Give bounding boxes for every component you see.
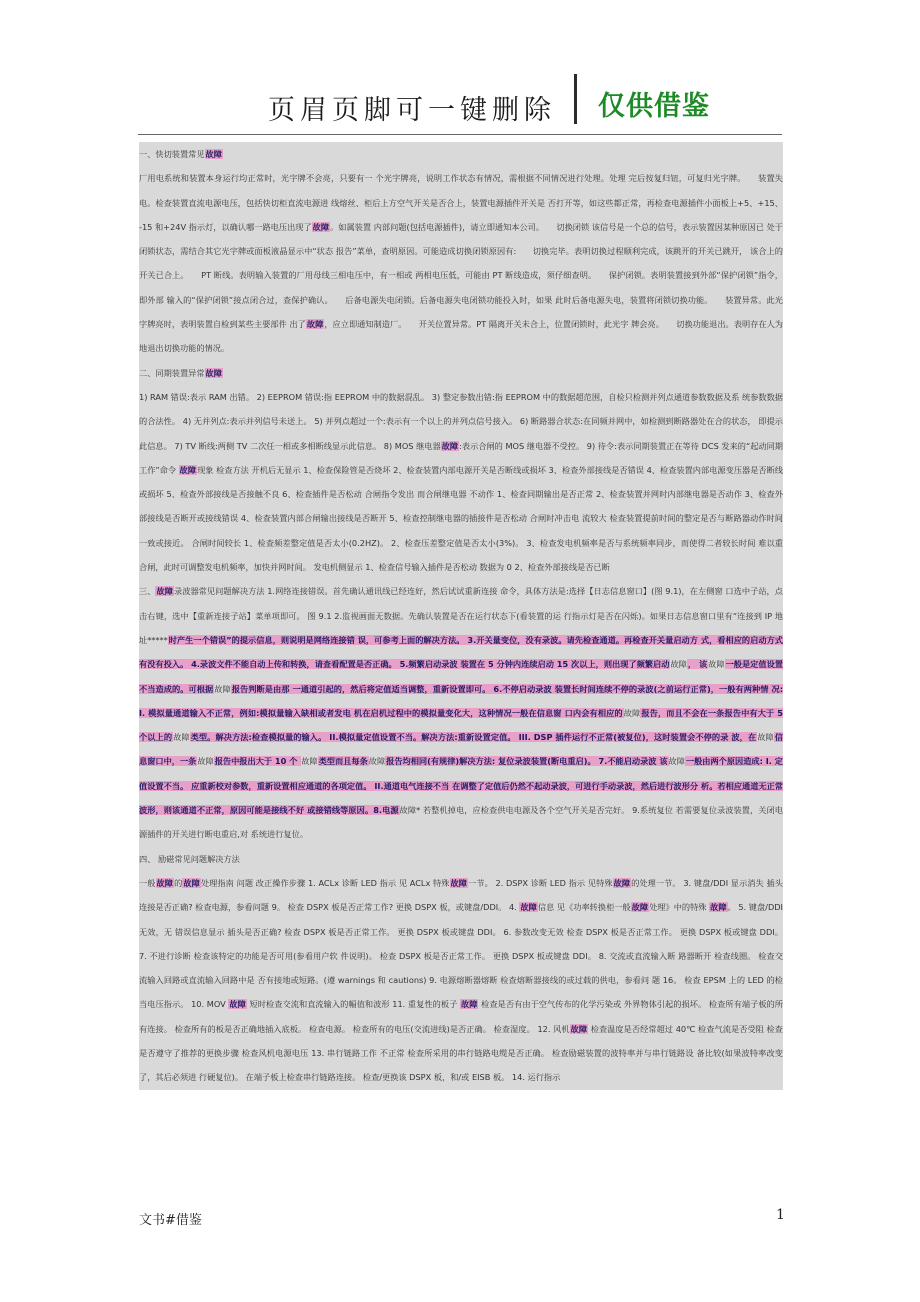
highlighted-keyword: 报告均相同(有规律)解决方法: 复位录波装置(断电重启)。 7.不能启动录波 该 [386, 756, 668, 767]
highlighted-keyword: 故障 [156, 586, 173, 597]
header-left-text: 页眉页脚可一键删除 [268, 95, 556, 126]
section-heading-1: 一、快切装置常见故障 [139, 149, 222, 159]
section-heading-2: 二、同期装置异常故障 [139, 367, 222, 378]
highlighted-keyword: 故障 [179, 464, 197, 475]
highlighted-keyword: 报告，而且不会在一条报告中有大于 5 个以上的 [139, 707, 783, 743]
highlighted-keyword: 故障 [450, 877, 468, 888]
highlighted-keyword: 一般是定值设置不当造成的。可根据 [139, 659, 783, 694]
page-number: 1 [776, 1207, 785, 1223]
highlighted-keyword: 故障 [520, 902, 537, 913]
highlighted-keyword: 故障 [156, 877, 174, 888]
highlighted-keyword: 类型而且每条 [318, 756, 368, 767]
footer-text: 文书#借鉴 [139, 1213, 202, 1228]
section-paragraph-1: 厂用电系统和装置本身运行均正常时，光字牌不会亮，只要有一 个光字牌亮，说明工作状态有情况，需根据不同情况进行处理。处理 完后按复归钮，可复归光字牌。 装置失电。检查装置直流电源电压，包括快切柜直流电源进 线熔丝、柜后上方空气开关是否合上，装置电源插件开关是 否打开等，如这些都正常，再检查电源插件小面板上+5、+15、 -15 和+24V 指示灯，以确认哪一路电压出现了故障。如属装置 内部问题(包括电源插件)，请立即通知本公司。 切换闭锁 该信号是一个总的信号，表示装置因某种原因已 处于闭锁状态，需结合其它光字牌或面板液晶显示中“状态 报告”菜单，查明原因。可能造成切换闭锁原因有: 切换完毕。表明切换过程顺利完成，该跳开的开关已跳开， 该合上的开关已合上。 PT 断线。表明输入装置的厂用母线三相电压中，有一相或 两相电压低，可能由 PT 断线造成，须仔细查明。 保护闭锁。表明装置接到外部“保护闭锁”指令，即外部 输入的“保护闭锁”接点闭合过，查保护确认。 后备电源失电闭锁。后备电源失电闭锁功能投入时，如果 此时后备电源失电，装置将闭锁切换功能。 装置异常。此光字牌亮时，表明装置自检到某些主要部件 出了故障，应立即通知制造厂。 开关位置异常。PT 隔离开关未合上，位置闭锁时，此光字 牌会亮。 切换功能退出。表明存在人为地退出切换功能的情况。 [139, 173, 783, 354]
page-header [0, 0, 920, 140]
highlighted-keyword: 时产生一个错误”的提示信息，则说明是网络连接错 误，可参考上面的解决方法。 3.开关量变位，没有录波。请先检查通道。再检查开关量启动方 式，看相应的启动方式有没有投入。 4.录波文件不能自动上传和转换，请查看配置是否正确。 5.频繁启动录波 装置在 5 分钟内连续启动 15 次以上，则出现了频繁启动 [139, 634, 783, 670]
section-paragraph-3: 三、故障录波器常见问题解决方法 1.网络连接错误。首先确认通讯线已经连好，然后试试重新连接 命令，具体方法是:选择【日志信息窗口】(图 9.1)，在左侧窗 口选中子站，点击右键，选中【重新连接子站】菜单项即可。 图 9.1 2.监视画面无数据。先确认装置是否在运行状态下(看装置的运 行指示灯是否在闪烁)。如果日志信息窗口里有“连接到 IP 地 址*****时产生一个错误”的提示信息，则说明是网络连接错 误，可参考上面的解决方法。 3.开关量变位，没有录波。请先检查通道。再检查开关量启动方 式，看相应的启动方式有没有投入。 4.录波文件不能自动上传和转换，请查看配置是否正确。 5.频繁启动录波 装置在 5 分钟内连续启动 15 次以上，则出现了频繁启动故障， 该故障一般是定值设置不当造成的。可根据故障报告判断是由那 一通道引起的，然后将定值适当调整，重新设置即可。 6.不停启动录波 装置长时间连续不停的录波(之前运行正常)，一般有两种情 况: I. 模拟量通道输入不正常，例如:模拟量输入缺相或者发电 机在启机过程中的模拟量变化大，这种情况一般在信息窗 口内会有相应的故障报告，而且不会在一条报告中有大于 5 个以上的故障类型。解决方法:检查模拟量的输入。 II.模拟量定值设置不当。解决方法:重新设置定值。 III. DSP 插件运行不正常(被复位)，这时装置会不停的录 波，在故障信息窗口中，一条故障报告中报出大于 10 个 故障类型而且每条故障报告均相同(有规律)解决方法: 复位录波装置(断电重启)。 7.不能启动录波 该故障一般由两个原因造成: I. 定值设置不当。 应重新校对参数，重新设置相应通道的各项定值。 II.通道电气连接不当 在调整了定值后仍然不起动录波，可进行手动录波，然后进行波形分 析。若相应通道无正常波形，则该通道不正常，原因可能是接线不好 或接错线等原因。8.电源故障* 若整机掉电，应检查供电电源及各个空气开关是否完好。 9.系统复位 若需要复位录波装置，关闭电源插件的开关进行断电重启,对 系统进行复位。 [139, 586, 783, 840]
highlighted-keyword: 故障 [306, 319, 324, 330]
header-separator [574, 74, 577, 124]
highlighted-keyword: 故障 [613, 877, 631, 888]
highlighted-keyword: 故障 [710, 902, 727, 913]
highlighted-keyword: 故障 [570, 1023, 588, 1034]
highlighted-keyword: 一般由两个原因造成: I. 定值设置不当。 应重新校对参数，重新设置相应通道的各项定值。 II.通道电气连接不当 在调整了定值后仍然不起动录波，可进行手动录波，然后进行波形分 析。若相应通道无正常波形，则该通道不正常，原因可能是接线不好 或接错线等原因。8.电源 [139, 756, 783, 816]
highlighted-keyword: 故障 [183, 877, 200, 888]
document-body [139, 142, 783, 1182]
highlighted-keyword: 故障 [461, 999, 478, 1010]
highlighted-keyword: 故障 [631, 902, 649, 913]
highlighted-keyword: 故障 [229, 999, 246, 1010]
highlighted-keyword: 报告判断是由那 一通道引起的，然后将定值适当调整，重新设置即可。 6.不停启动录波 装置长时间连续不停的录波(之前运行正常)，一般有两种情 况: I. 模拟量通道输入不正常，例如:模拟量输入缺相或者发电 机在启机过程中的模拟量变化大，这种情况一般在信息窗 口内会有相应的 [139, 683, 783, 718]
highlighted-keyword: 类型。解决方法:检查模拟量的输入。 II.模拟量定值设置不当。解决方法:重新设置定值。 III. DSP 插件运行不正常(被复位)，这时装置会不停的录 波，在 [190, 732, 757, 743]
highlighted-keyword: 故障 [205, 149, 222, 159]
highlighted-keyword: 故障 [441, 440, 459, 451]
highlighted-keyword: 故障 [205, 367, 222, 378]
highlighted-keyword: 信息窗口中，一条 [139, 732, 783, 767]
header-right-text: 仅供借鉴 [598, 91, 710, 122]
section-heading-4: 四、 励磁常见问题解决方法 [139, 853, 240, 864]
highlighted-keyword: 报告中报出大于 10 个 [214, 756, 301, 767]
highlighted-keyword: ， 该 [687, 659, 708, 670]
text-block [139, 142, 783, 1090]
header-rule [138, 134, 782, 135]
section-paragraph-4: 一般故障的故障处理指南 问题 改正操作步骤 1. ACLx 诊断 LED 指示 见 ACLx 特殊故障一节。 2. DSPX 诊断 LED 指示 见特殊故障的处理一节。 3. 键盘/DDI 显示消失 插头连接是否正确? 检查电源，参看问题 9。 检查 DSPX 板是否正常工作? 更换 DSPX 板，或键盘/DDI。 4. 故障信息 见《功率转换柜一般故障处理》中的特殊 故障。 5. 键盘/DDI 无效，无 错误信息显示 插头是否正确? 检查 DSPX 板是否正常工作。 更换 DSPX 板或键盘 DDI。 6. 参数改变无效 检查 DSPX 板是否正常工作。 更换 DSPX 板或键盘 DDI。 7. 不进行诊断 检查该特定的功能是否可用(参看用户软 件说明)。 检查 DSPX 板是否正常工作。 更换 DSPX 板或键盘 DDI。 8. 交流或直流输入断 路器断开 检查线圈。 检查交流输入回路或直流输入回路中是 否有接地或短路。(遵 warnings 和 cautions) 9. 电源熔断器熔断 检查熔断器接线的或过载的供电，参看问 题 16。 检查 EPSM 上的 LED 的检当电压指示。 10. MOV 故障 短时检查交流和直流输入的幅值和波形 11. 重复性的板子 故障 检查是否有由于空气传布的化学污染或 外界物体引起的损坏。 检查所有端子板的所有连接。 检查所有的板是否正确地插入底板。 检查电源。 检查所有的电压(交流进线)是否正确。 检查湿度。 12. 风机故障 检查温度是否经常超过 40℃ 检查气流是否受阻 检查是否遵守了推荐的更换步骤 检查风机电源电压 13. 串行链路工作 不正常 检查所采用的串行链路电缆是否正确。 检查励磁装置的波特率并与串行链路设 备比较(如果波特率改变了，其后必须进 行硬复位)。 在端子板上检查串行链路连接。 检查/更换该 DSPX 板，和/或 EISB 板。 14. 运行指示 [139, 877, 783, 1083]
highlighted-keyword: 故障 [312, 221, 330, 232]
section-paragraph-2: 1) RAM 错误:表示 RAM 出错。 2) EEPROM 错误:指 EEPROM 中的数据混乱。 3) 整定参数出错:指 EEPROM 中的数据超范围，自检只检测并列点通道参数数据及系 统参数数据的合法性。 4) 无并列点:表示并列信号未送上。 5) 并列点超过一个:表示有一个以上的并列点信号接入。 6) 断路器合状态:在同频并网中，如检测到断路器处在合的状态， 即提示此信息。 7) TV 断线:两侧 TV 二次任一相或多相断线显示此信息。 8) MOS 继电器故障:表示合闸的 MOS 继电器不受控。 9) 待令:表示同期装置正在等待 DCS 发来的“起动同期工作”命令 故障现象 检查方法 开机后无显示 1、检查保险管是否烧坏 2、检查装置内部电源开关是否断线或损坏 3、检查外部接线是否错误 4、检查装置内部电源变压器是否断线或损坏 5、检查外部接线是否接触不良 6、检查插件是否松动 合闸指令发出 而合闸继电器 不动作 1、检查同期输出是否正常 2、检查装置并网时内部继电器是否动作 3、检查外部接线是否断开或接线错误 4、检查装置内部合闸输出接线是否断开 5、检查控制继电器的插接件是否松动 合闸时冲击电 流较大 检查装置提前时间的整定是否与断路器动作时间一致或接近。 合闸时间较长 1、检查频差整定值是否太小(0.2HZ)。 2、检查压差整定值是否太小(3%)。 3、检查发电机频率是否与系统频率同步，而使得二者较长时间 难以重合闸，此时可调整发电机频率，加快并网时间。 发电机侧显示 1、检查信号输入插件是否松动 数据为 0 2、检查外部接线是否已断 [139, 391, 783, 573]
